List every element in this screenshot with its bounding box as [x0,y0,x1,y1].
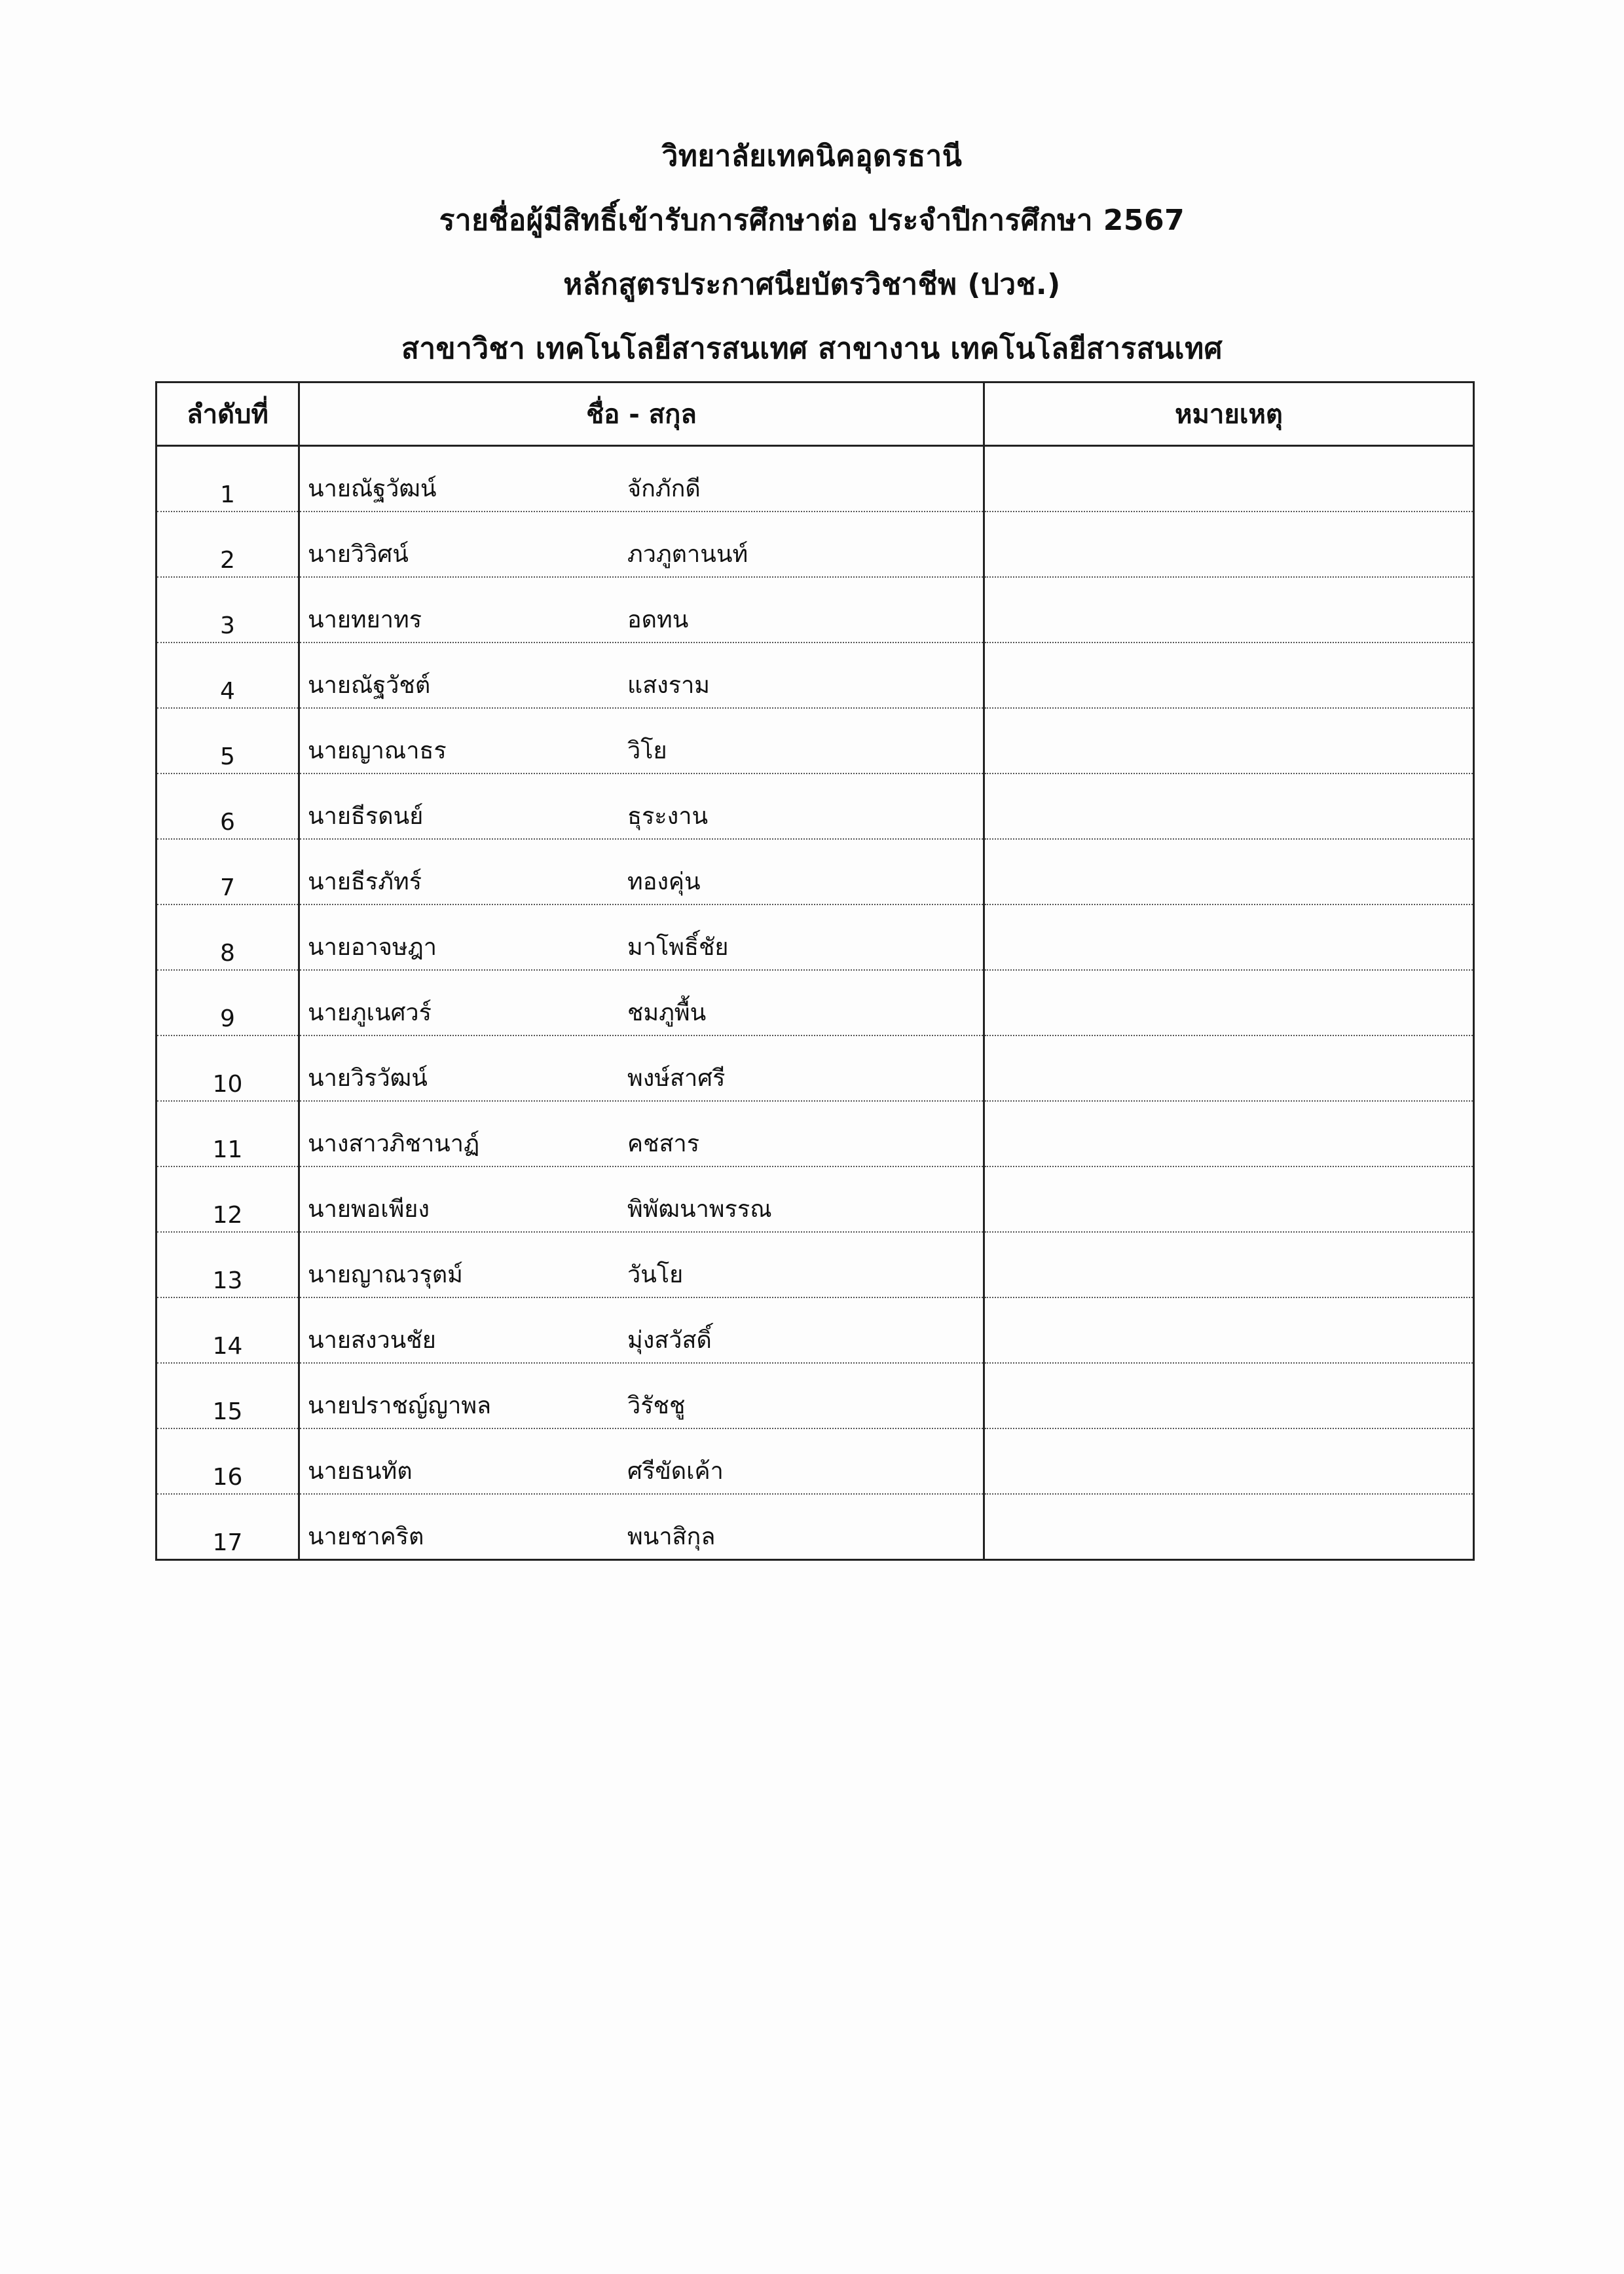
student-name-cell [299,1166,984,1232]
student-first-name: นายวิรวัฒน์ [308,1065,428,1092]
row-number: 6 [157,774,299,839]
table-row [157,1166,1474,1232]
remark-cell [984,1101,1474,1166]
student-first-name: นายธีรดนย์ [308,803,424,830]
student-last-name: มุ่งสวัสดิ์ [627,1327,712,1354]
remark-cell [984,970,1474,1035]
row-number: 4 [157,643,299,708]
remark-cell [984,1363,1474,1428]
row-number: 13 [157,1232,299,1297]
remark-cell [984,1166,1474,1232]
remark-cell [984,1297,1474,1363]
row-number: 5 [157,708,299,774]
remark-cell [984,904,1474,970]
student-name-cell [299,577,984,643]
student-name-cell [299,774,984,839]
student-last-name: ภวภูตานนท์ [627,541,748,568]
row-number: 15 [157,1363,299,1428]
table-row [157,1232,1474,1297]
student-name-cell [299,839,984,904]
table-header-row [157,382,1474,446]
student-name-cell [299,1428,984,1494]
document-title: รายชื่อผู้มีสิทธิ์เข้ารับการศึกษาต่อ ประจำปีการศึกษา 2567 [439,204,1185,237]
remark-cell [984,643,1474,708]
student-first-name: นายธีรภัทร์ [308,868,422,895]
student-last-name: พิพัฒนาพรรณ [627,1196,772,1223]
student-name-cell [299,970,984,1035]
student-last-name: แสงราม [627,672,710,699]
student-first-name: นายวิวิศน์ [308,541,409,568]
row-number: 8 [157,904,299,970]
student-name-cell [299,446,984,512]
student-first-name: นายปราชญ์ญาพล [308,1392,492,1419]
row-number: 3 [157,577,299,643]
remark-cell [984,1428,1474,1494]
remark-cell [984,1494,1474,1560]
student-name-cell [299,1297,984,1363]
program-name: หลักสูตรประกาศนียบัตรวิชาชีพ (ปวช.) [563,268,1061,301]
row-number: 14 [157,1297,299,1363]
row-number: 2 [157,512,299,577]
student-last-name: วิรัชชู [627,1392,686,1419]
remark-cell [984,577,1474,643]
table-row [157,904,1474,970]
student-last-name: ทองคุ่น [627,868,701,895]
column-header-remark: หมายเหตุ [984,382,1474,446]
table-row [157,446,1474,512]
student-first-name: นายภูเนศวร์ [308,999,432,1026]
student-roster-table [155,381,1475,1561]
student-last-name: วันโย [627,1261,684,1288]
student-last-name: ธุระงาน [627,803,709,830]
student-last-name: พนาสิกุล [627,1523,716,1550]
student-name-cell [299,1494,984,1560]
student-last-name: ชมภูพื้น [627,999,707,1026]
row-number: 9 [157,970,299,1035]
remark-cell [984,708,1474,774]
remark-cell [984,446,1474,512]
column-header-no: ลำดับที่ [157,382,299,446]
student-last-name: ศรีขัดเค้า [627,1458,724,1485]
student-last-name: มาโพธิ์ชัย [627,934,729,961]
table-row [157,512,1474,577]
institution-name: วิทยาลัยเทคนิคอุดรธานี [661,140,963,173]
student-first-name: นายณัฐวัฒน์ [308,475,437,502]
student-first-name: นายทยาทร [308,606,422,633]
student-first-name: นายอาจษฎา [308,934,437,961]
row-number: 17 [157,1494,299,1560]
student-name-cell [299,1101,984,1166]
row-number: 1 [157,446,299,512]
student-name-cell [299,708,984,774]
remark-cell [984,1035,1474,1101]
table-body [157,446,1474,1560]
student-first-name: นายสงวนชัย [308,1327,436,1354]
table-row [157,774,1474,839]
table-row [157,1297,1474,1363]
remark-cell [984,839,1474,904]
table-row [157,1101,1474,1166]
table-row [157,1363,1474,1428]
student-last-name: จักภักดี [627,475,701,502]
student-name-cell [299,1035,984,1101]
table-row [157,577,1474,643]
student-first-name: นายณัฐวัชต์ [308,672,431,699]
remark-cell [984,512,1474,577]
student-last-name: อดทน [627,606,689,633]
student-last-name: พงษ์สาศรี [627,1065,726,1092]
student-first-name: นายพอเพียง [308,1196,430,1223]
student-last-name: วิโย [627,737,667,764]
student-first-name: นางสาวภิชานาฏ์ [308,1130,480,1157]
remark-cell [984,1232,1474,1297]
row-number: 11 [157,1101,299,1166]
remark-cell [984,774,1474,839]
table-row [157,1494,1474,1560]
row-number: 12 [157,1166,299,1232]
table-row [157,1428,1474,1494]
student-first-name: นายญาณาธร [308,737,447,764]
field-of-study: สาขาวิชา เทคโนโลยีสารสนเทศ สาขางาน เทคโนโลยีสารสนเทศ [401,332,1223,365]
student-first-name: นายชาคริต [308,1523,424,1550]
table-row [157,643,1474,708]
student-last-name: คชสาร [627,1130,700,1157]
row-number: 7 [157,839,299,904]
student-name-cell [299,1363,984,1428]
row-number: 10 [157,1035,299,1101]
column-header-name: ชื่อ - สกุล [299,382,984,446]
table-row [157,708,1474,774]
student-name-cell [299,904,984,970]
student-name-cell [299,1232,984,1297]
table-row [157,1035,1474,1101]
student-first-name: นายธนทัต [308,1458,413,1485]
row-number: 16 [157,1428,299,1494]
student-name-cell [299,512,984,577]
student-first-name: นายญาณวรุตม์ [308,1261,463,1288]
student-name-cell [299,643,984,708]
table-row [157,839,1474,904]
table-row [157,970,1474,1035]
